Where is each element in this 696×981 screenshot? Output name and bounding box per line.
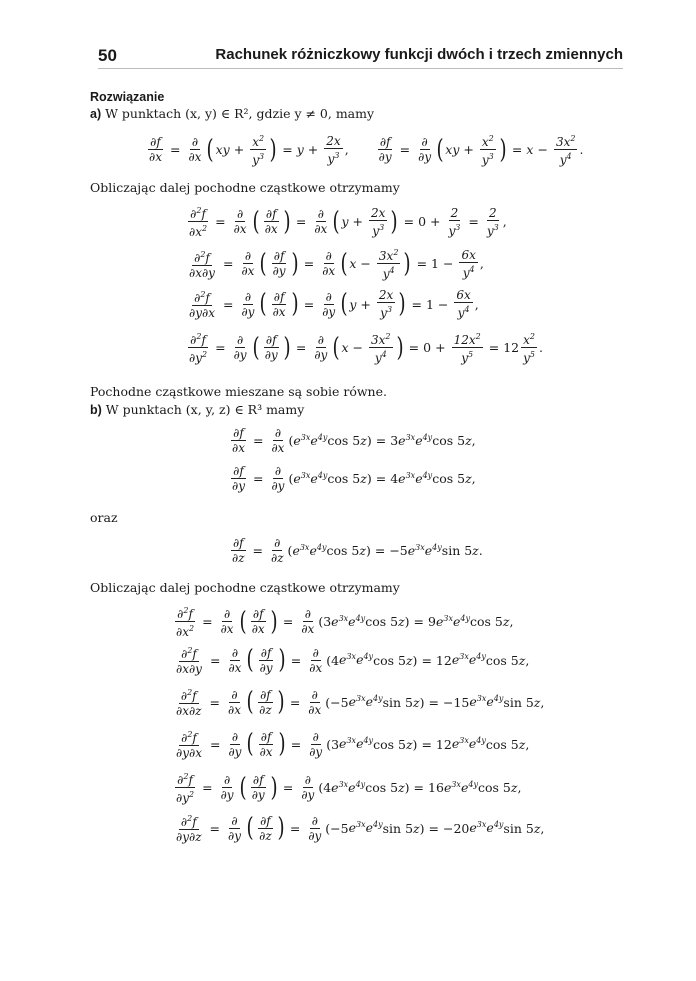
- equation-b-fxy: $\frac{\partial^2f}{\partial x\partial y}$ = $\frac{\partial}{\partial x}$ ( $\frac{\partial f}{\partial y}$ ) = $\frac{\partial}{\partial x}$ (4 $e^{3x}e^{4y}$ cos 5 z ) = 12 $e^{3x}e^{4y}$ cos 5 z ,: [176, 645, 530, 676]
- page-number: 50: [98, 46, 117, 65]
- part-a-label: a): [90, 107, 102, 121]
- page-header: [98, 46, 623, 70]
- part-a-intro-line: [90, 106, 374, 121]
- equation-b-fxz: $\frac{\partial^2f}{\partial x\partial z}$ = $\frac{\partial}{\partial x}$ ( $\frac{\partial f}{\partial z}$ ) = $\frac{\partial}{\partial x}$ (−5 $e^{3x}e^{4y}$ sin 5 z ) = −15 $e^{3x}e^{4y}$ sin 5 z ,: [176, 687, 545, 718]
- part-a-intro: W punktach (x, y) ∈ R², gdzie y ≠ 0, mamy: [105, 106, 375, 121]
- equation-a-fxx: $\frac{\partial^2f}{\partial x^2}$ = $\frac{\partial}{\partial x}$ ( $\frac{\partial f}{\partial x}$ ) = $\frac{\partial}{\partial x}$ ( y + $\frac{2x}{y^3}$ ) = 0 + $\frac{2}{y^3}$ = $\frac{2}{y^3}$ ,: [189, 205, 507, 239]
- equation-a-first-derivatives: $\frac{\partial f}{\partial x}$ = $\frac{\partial}{\partial x}$ ( xy + $\frac{x^2}{y^3}$ ) = y + $\frac{2x}{y^3}$ , $\frac{\partial f}{\partial y}$ = $\frac{\partial}{\partial y}$ ( xy + $\frac{x^2}{y^3}$ ) = x − $\frac{3x^2}{y^4}$ .: [149, 133, 584, 167]
- equation-b-fyy: $\frac{\partial^2f}{\partial y^2}$ = $\frac{\partial}{\partial y}$ ( $\frac{\partial f}{\partial y}$ ) = $\frac{\partial}{\partial y}$ (4 $e^{3x}e^{4y}$ cos 5 z ) = 16 $e^{3x}e^{4y}$ cos 5 z ,: [176, 772, 522, 805]
- solution-heading: Rozwiązanie: [90, 90, 165, 104]
- equation-b-fx: $\frac{\partial f}{\partial x}$ = $\frac{\partial}{\partial x}$ ( $e^{3x}e^{4y}$ cos 5 z ) = 3 $e^{3x}e^{4y}$ cos 5 z ,: [232, 426, 476, 455]
- equation-a-fyy: $\frac{\partial^2f}{\partial y^2}$ = $\frac{\partial}{\partial y}$ ( $\frac{\partial f}{\partial y}$ ) = $\frac{\partial}{\partial y}$ ( x − $\frac{3x^2}{y^4}$ ) = 0 + $\frac{12x^2}{y^5}$ = 12 $\frac{x^2}{y^5}$ .: [189, 332, 543, 365]
- part-b-label: b): [90, 403, 102, 417]
- equation-b-fyz: $\frac{\partial^2f}{\partial y\partial z}$ = $\frac{\partial}{\partial y}$ ( $\frac{\partial f}{\partial z}$ ) = $\frac{\partial}{\partial y}$ (−5 $e^{3x}e^{4y}$ sin 5 z ) = −20 $e^{3x}e^{4y}$ sin 5 z ,: [176, 813, 545, 844]
- equation-a-fyx: $\frac{\partial^2f}{\partial y\partial x}$ = $\frac{\partial}{\partial y}$ ( $\frac{\partial f}{\partial x}$ ) = $\frac{\partial}{\partial y}$ ( y + $\frac{2x}{y^3}$ ) = 1 − $\frac{6x}{y^4}$ ,: [189, 288, 479, 320]
- equation-b-fxx: $\frac{\partial^2f}{\partial x^2}$ = $\frac{\partial}{\partial x}$ ( $\frac{\partial f}{\partial x}$ ) = $\frac{\partial}{\partial x}$ (3 $e^{3x}e^{4y}$ cos 5 z ) = 9 $e^{3x}e^{4y}$ cos 5 z ,: [176, 606, 514, 639]
- mixed-derivatives-equal: Pochodne cząstkowe mieszane są sobie równe.: [90, 384, 387, 399]
- equation-a-fxy: $\frac{\partial^2f}{\partial x\partial y}$ = $\frac{\partial}{\partial x}$ ( $\frac{\partial f}{\partial y}$ ) = $\frac{\partial}{\partial x}$ ( x − $\frac{3x^2}{y^4}$ ) = 1 − $\frac{6x}{y^4}$ ,: [189, 247, 484, 281]
- oraz-text: oraz: [90, 510, 118, 525]
- computing-further-2: Obliczając dalej pochodne cząstkowe otrzymamy: [90, 580, 400, 595]
- equation-b-fz: $\frac{\partial f}{\partial z}$ = $\frac{\partial}{\partial z}$ ( $e^{3x}e^{4y}$ cos 5 z ) = −5 $e^{3x}e^{4y}$ sin 5 z .: [232, 536, 483, 565]
- header-rule: [98, 68, 623, 69]
- equation-b-fyx: $\frac{\partial^2f}{\partial y\partial x}$ = $\frac{\partial}{\partial y}$ ( $\frac{\partial f}{\partial x}$ ) = $\frac{\partial}{\partial y}$ (3 $e^{3x}e^{4y}$ cos 5 z ) = 12 $e^{3x}e^{4y}$ cos 5 z ,: [176, 729, 530, 760]
- computing-further-1: Obliczając dalej pochodne cząstkowe otrzymamy: [90, 180, 400, 195]
- equation-b-fy: $\frac{\partial f}{\partial y}$ = $\frac{\partial}{\partial y}$ ( $e^{3x}e^{4y}$ cos 5 z ) = 4 $e^{3x}e^{4y}$ cos 5 z ,: [232, 464, 476, 493]
- part-b-intro: W punktach (x, y, z) ∈ R³ mamy: [105, 402, 305, 417]
- part-b-intro-line: [90, 402, 304, 417]
- running-title: Rachunek różniczkowy funkcji dwóch i trzech zmiennych: [215, 46, 623, 63]
